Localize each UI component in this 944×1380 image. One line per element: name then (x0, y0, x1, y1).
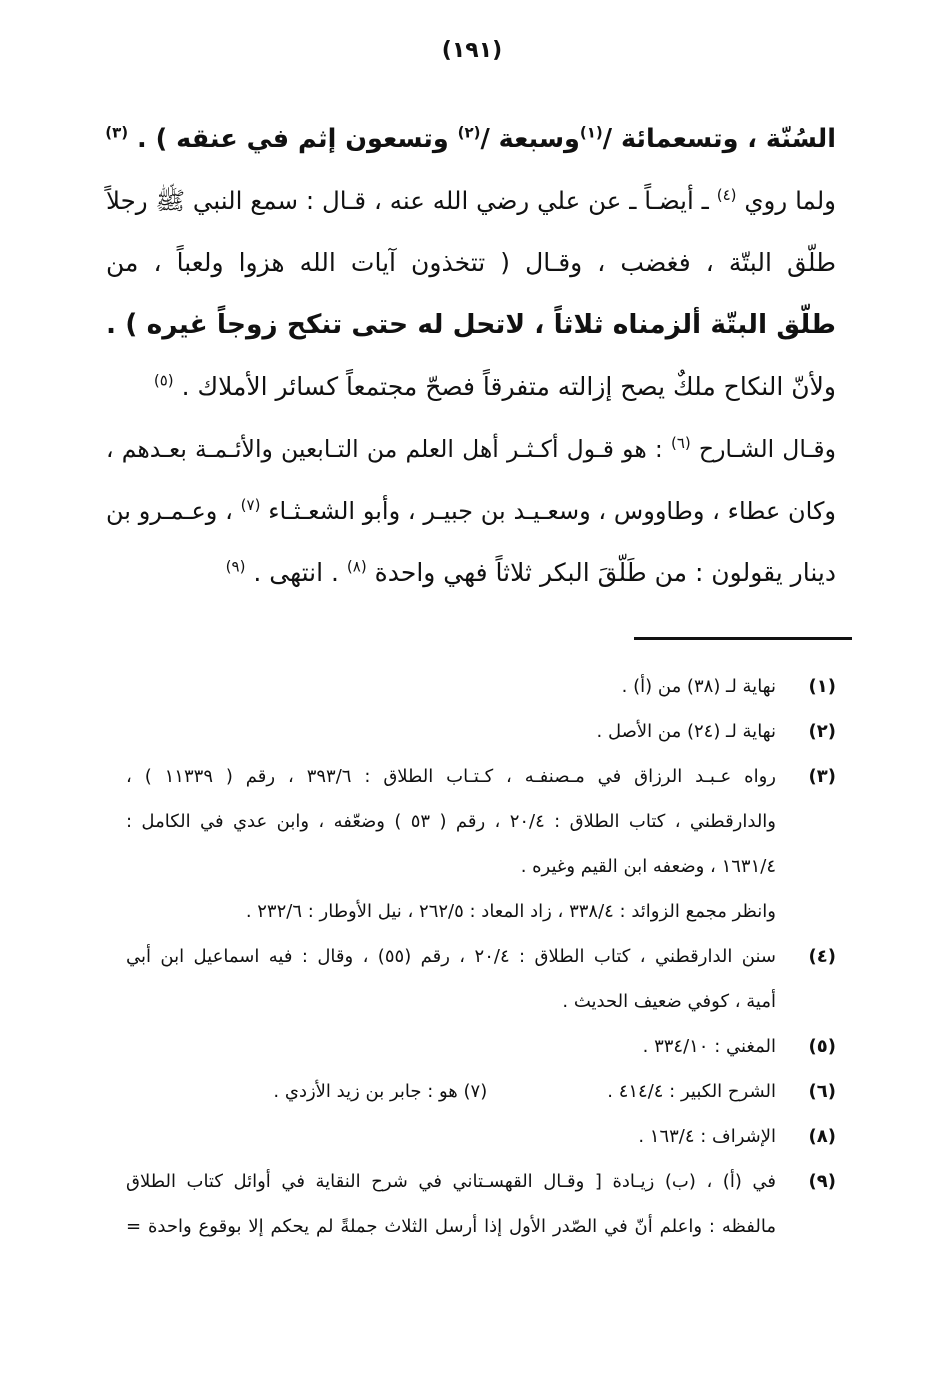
footnote-line: في (أ) ، (ب) زيـادة [ وقـال القهسـتاني في شرح النقاية في أوائل كتاب الطلاق (126, 1171, 776, 1192)
text-segment: وكان عطاء ، وطاووس ، وسعـيـد بن جبيـر ، وأبو الشعـثـاء (260, 497, 836, 525)
text-line-2 (106, 170, 836, 232)
footnote-body (126, 934, 776, 1024)
footnote-number: (٢) (808, 721, 836, 742)
text-segment: ، وعـمـرو بن (106, 497, 241, 525)
footnote-body (126, 1114, 776, 1159)
text-segment: وتسعون إثم في عنقه ) . (128, 124, 458, 154)
footnote-number: (٩) (808, 1171, 836, 1192)
footnote-4 (126, 934, 836, 1024)
page-number: (١٩١) (441, 38, 503, 63)
footnote-ref-7: (٧) (240, 496, 261, 514)
footnote-separator (634, 637, 852, 640)
footnote-2 (126, 709, 836, 754)
text-line-6 (106, 418, 836, 480)
footnote-7-text: (٧) هو : جابر بن زيد الأزدي . (273, 1081, 488, 1102)
text-line-3: طلّق البتّة ، فغضب ، وقـال ( تتخذون آيات الله هزوا ولعباً ، من (106, 248, 836, 277)
footnotes (126, 664, 836, 1249)
text-segment: وقـال الشـارح (690, 435, 836, 463)
footnote-line: وانظر مجمع الزوائد : ٣٣٨/٤ ، زاد المعاد : ٢٦٢/٥ ، نيل الأوطار : ٢٣٢/٦ . (245, 901, 776, 922)
text-segment: وسبعة / (480, 124, 580, 154)
footnote-line: رواه عـبـد الرزاق في مـصنفـه ، كـتـاب الطلاق : ٣٩٣/٦ ، رقم ( ١١٣٣٩ ) ، (126, 766, 777, 787)
footnote-line: مالفظه : واعلم أنّ في الصّدر الأول إذا أرسل الثلاث جملةً لم يحكم إلا بوقوع واحدة = (126, 1216, 776, 1237)
footnote-number: (٣) (808, 766, 836, 787)
footnote-line: والدارقطني ، كتاب الطلاق : ٢٠/٤ ، رقم ( ٥٣ ) وضعّفه ، وابن عدي في الكامل : (126, 811, 776, 832)
text-segment: دينار يقولون : من طَلّقَ البكر ثلاثاً فهي واحدة (366, 558, 836, 587)
footnote-ref-2: (٢) (457, 123, 481, 142)
footnote-body (126, 664, 776, 709)
footnote-ref-1: (١) (579, 123, 603, 142)
footnote-5 (126, 1024, 836, 1069)
footnote-number: (٥) (808, 1036, 836, 1057)
footnote-ref-8: (٨) (346, 557, 367, 576)
text-line-7 (106, 480, 836, 542)
footnote-ref-9: (٩) (225, 557, 246, 576)
text-segment: السُنّة ، وتسعمائة / (602, 124, 836, 154)
text-line-1 (106, 108, 836, 170)
footnote-8 (126, 1114, 836, 1159)
footnote-9 (126, 1159, 836, 1249)
footnote-line: نهاية لـ (٣٨) من (أ) . (621, 676, 776, 697)
footnote-ref-4: (٤) (716, 185, 737, 204)
footnote-body (126, 1159, 776, 1249)
text-segment: : هو قـول أكـثـر أهل العلم من التـابعين والأئـمـة بعـدهم ، (106, 435, 671, 463)
text-segment: ـ أيضـاً ـ عن علي رضي الله عنه ، قـال : سمع النبي ﷺ رجلاً (106, 186, 717, 215)
footnote-number: (٦) (808, 1081, 836, 1102)
footnote-line: المغني : ٣٣٤/١٠ . (642, 1036, 776, 1057)
footnote-number: (٤) (808, 946, 836, 967)
text-line-8 (106, 542, 836, 604)
footnote-1 (126, 664, 836, 709)
text-segment: ولأنّ النكاح ملكٌ يصح إزالته متفرقاً فصحّ مجتمعاً كسائر الأملاك . (173, 372, 836, 401)
footnote-number: (٨) (808, 1126, 836, 1147)
text-segment: ولما روي (736, 186, 836, 215)
footnote-3 (126, 754, 836, 934)
footnote-ref-6: (٦) (670, 434, 691, 453)
footnote-body (126, 1069, 776, 1114)
text-segment: . انتهى . (245, 558, 347, 587)
footnote-body (126, 709, 776, 754)
footnote-line (126, 1069, 776, 1114)
footnote-number: (١) (808, 676, 836, 697)
footnote-line: ١٦٣١/٤ ، وضعفه ابن القيم وغيره . (520, 856, 776, 877)
footnote-body (126, 1024, 776, 1069)
main-text (106, 108, 836, 604)
footnote-body (126, 754, 776, 934)
footnote-text: الشرح الكبير : ٤١٤/٤ . (607, 1081, 776, 1102)
text-line-4: طلّق البتّة ألزمناه ثلاثاً ، لاتحل له حتى تنكح زوجاً غيره ) . (106, 309, 836, 340)
footnote-line: نهاية لـ (٢٤) من الأصل . (596, 721, 776, 742)
footnote-line: الإشراف : ١٦٣/٤ . (638, 1126, 776, 1147)
text-line-5 (106, 356, 836, 418)
footnote-ref-3: (٣) (105, 123, 129, 142)
footnote-ref-5: (٥) (153, 371, 174, 390)
footnote-6 (126, 1069, 836, 1114)
footnote-line: سنن الدارقطني ، كتاب الطلاق : ٢٠/٤ ، رقم (٥٥) ، وقال : فيه اسماعيل ابن أبي (126, 946, 777, 967)
footnote-line: أمية ، كوفي ضعيف الحديث . (562, 991, 776, 1012)
